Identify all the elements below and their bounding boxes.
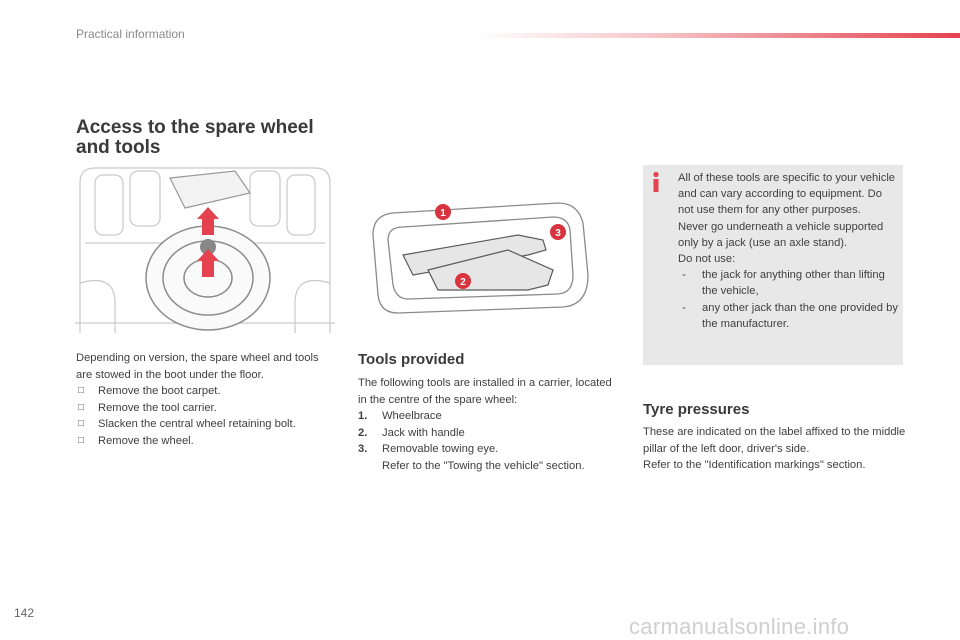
item-number: 2.	[358, 426, 368, 439]
info-text-block	[678, 170, 900, 332]
tyre-paragraph: These are indicated on the label affixed to the middle pillar of the left door, driver's side.	[643, 426, 906, 455]
intro-text: Depending on version, the spare wheel and tools are stowed in the boot under the floor.	[76, 352, 319, 381]
list-item	[678, 300, 900, 332]
item-label: Jack with handle	[382, 426, 465, 439]
checkbox-bullet-icon: □	[78, 385, 85, 396]
list-item	[358, 408, 613, 425]
dash-bullet: -	[682, 301, 686, 314]
header-accent-bar	[475, 33, 960, 38]
item-label: Wheelbrace	[382, 410, 442, 422]
checkbox-bullet-icon: □	[78, 434, 85, 446]
list-item	[76, 400, 331, 417]
page-number: 142	[14, 606, 35, 620]
checkbox-bullet-icon: □	[78, 401, 85, 413]
info-paragraph: Never go underneath a vehicle supported only by a jack (use an axle stand).	[678, 220, 884, 249]
warning-text: any other jack than the one provided by the manufacturer.	[702, 301, 898, 330]
tyre-pressures-heading: Tyre pressures	[643, 401, 750, 418]
page-title: Access to the spare wheel and tools	[76, 117, 314, 158]
callout-3: 3	[555, 228, 561, 239]
tools-heading: Tools provided	[358, 351, 465, 368]
watermark: carmanualsonline.info	[629, 614, 850, 639]
dash-bullet: -	[682, 269, 686, 282]
tools-block	[358, 375, 613, 474]
tyre-paragraph: Refer to the "Identification markings" section.	[643, 459, 866, 471]
warning-list	[678, 267, 900, 332]
warning-text: the jack for anything other than lifting the vehicle,	[702, 269, 885, 298]
callout-2: 2	[460, 277, 466, 288]
tools-text: The following tools are installed in a carrier, located in the centre of the spare wheel:	[358, 377, 612, 406]
list-item	[678, 267, 900, 299]
intro-block	[76, 350, 331, 449]
section-label: Practical information	[76, 27, 185, 41]
info-icon	[649, 171, 663, 193]
tool-carrier-illustration	[368, 195, 593, 315]
info-paragraph: All of these tools are specific to your vehicle and can vary according to equipment. Do not use them for any other purposes.	[678, 172, 896, 217]
item-label: Removable towing eye.	[382, 443, 499, 455]
checkbox-bullet-icon: □	[78, 418, 85, 429]
info-paragraph: Do not use:	[678, 253, 736, 266]
steps-list	[76, 383, 331, 449]
tyre-block	[643, 424, 908, 474]
item-number: 3.	[358, 443, 368, 455]
list-item	[358, 441, 613, 458]
step-text: Remove the boot carpet.	[98, 385, 221, 397]
tools-list	[358, 408, 613, 458]
step-text: Remove the wheel.	[98, 434, 194, 447]
step-text: Remove the tool carrier.	[98, 401, 217, 414]
list-item	[76, 433, 331, 450]
list-item	[358, 425, 613, 442]
item-number: 1.	[358, 410, 368, 422]
list-item	[76, 416, 331, 433]
towing-reference: Refer to the "Towing the vehicle" section.	[382, 459, 585, 472]
spare-wheel-illustration	[75, 163, 335, 338]
step-text: Slacken the central wheel retaining bolt.	[98, 418, 296, 430]
callout-1: 1	[440, 208, 446, 219]
list-item	[76, 383, 331, 400]
